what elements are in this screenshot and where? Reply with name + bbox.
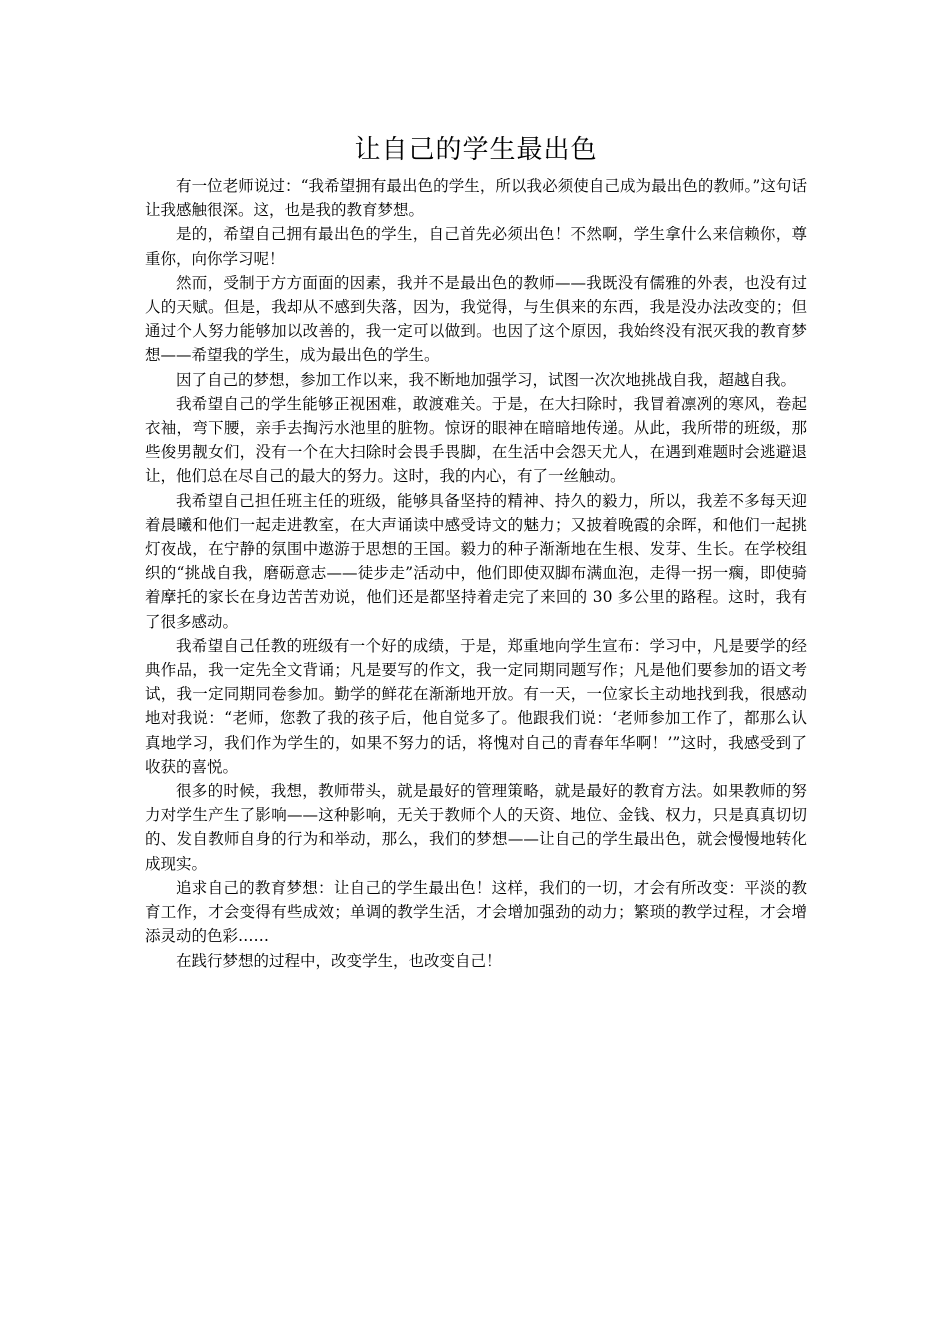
paragraph: 我希望自己的学生能够正视困难，敢渡难关。于是，在大扫除时，我冒着凛冽的寒风，卷起衣袖，弯下腰，亲手去掏污水池里的脏物。惊讶的眼神在暗暗地传递。从此，我所带的班级，那些俊男靓女们，没有一个在大扫除时会畏手畏脚，在生活中会怨天尤人，在遇到难题时会逃避退让，他们总在尽自己的最大的努力。这时，我的内心，有了一丝触动。: [145, 394, 807, 486]
paragraph: 我希望自己任教的班级有一个好的成绩，于是，郑重地向学生宣布：学习中，凡是要学的经典作品，我一定先全文背诵；凡是要写的作文，我一定同期同题写作；凡是他们要参加的语文考试，我一定同期同卷参加。勤学的鲜花在渐渐地开放。有一天，一位家长主动地找到我，很感动地对我说：“老师，您教了我的孩子后，他自觉多了。他跟我们说：‘老师参加工作了，都那么认真地学习，我们作为学生的，如果不努力的话，将愧对自己的青春年华啊！’”这时，我感受到了收获的喜悦。: [145, 636, 807, 776]
document-title: 让自己的学生最出色: [354, 135, 598, 165]
paragraph: 是的，希望自己拥有最出色的学生，自己首先必须出色！不然啊，学生拿什么来信赖你，尊重你，向你学习呢！: [145, 225, 807, 268]
paragraph: 然而，受制于方方面面的因素，我并不是最出色的教师——我既没有儒雅的外表，也没有过人的天赋。但是，我却从不感到失落，因为，我觉得，与生俱来的东西，我是没办法改变的；但通过个人努力能够加以改善的，我一定可以做到。也因了这个原因，我始终没有泯灭我的教育梦想——希望我的学生，成为最出色的学生。: [145, 273, 807, 365]
paragraph: 很多的时候，我想，教师带头，就是最好的管理策略，就是最好的教育方法。如果教师的努力对学生产生了影响——这种影响，无关于教师个人的天资、地位、金钱、权力，只是真真切切的、发自教师自身的行为和举动，那么，我们的梦想——让自己的学生最出色，就会慢慢地转化成现实。: [145, 782, 807, 873]
paragraph: 我希望自己担任班主任的班级，能够具备坚持的精神、持久的毅力，所以，我差不多每天迎着晨曦和他们一起走进教室，在大声诵读中感受诗文的魅力；又披着晚霞的余晖，和他们一起挑灯夜战，在宁静的氛围中遨游于思想的王国。毅力的种子渐渐地在生根、发芽、生长。在学校组织的“挑战自我，磨砺意志——徒步走”活动中，他们即使双脚布满血泡，走得一拐一瘸，即使骑着摩托的家长在身边苦苦劝说，他们还是都坚持着走完了来回的 30 多公里的路程。这时，我有了很多感动。: [145, 491, 807, 631]
document-page: [145, 128, 807, 973]
paragraph: 有一位老师说过：“我希望拥有最出色的学生，所以我必须使自己成为最出色的教师。”这句话让我感触很深。这，也是我的教育梦想。: [145, 177, 807, 220]
paragraph: 在践行梦想的过程中，改变学生，也改变自己！: [176, 951, 502, 970]
paragraph: 因了自己的梦想，参加工作以来，我不断地加强学习，试图一次次地挑战自我，超越自我。: [176, 370, 797, 389]
paragraph: 追求自己的教育梦想：让自己的学生最出色！这样，我们的一切，才会有所改变：平淡的教育工作，才会变得有些成效；单调的教学生活，才会增加强劲的动力；繁琐的教学过程，才会增添灵动的色彩……: [145, 878, 807, 946]
